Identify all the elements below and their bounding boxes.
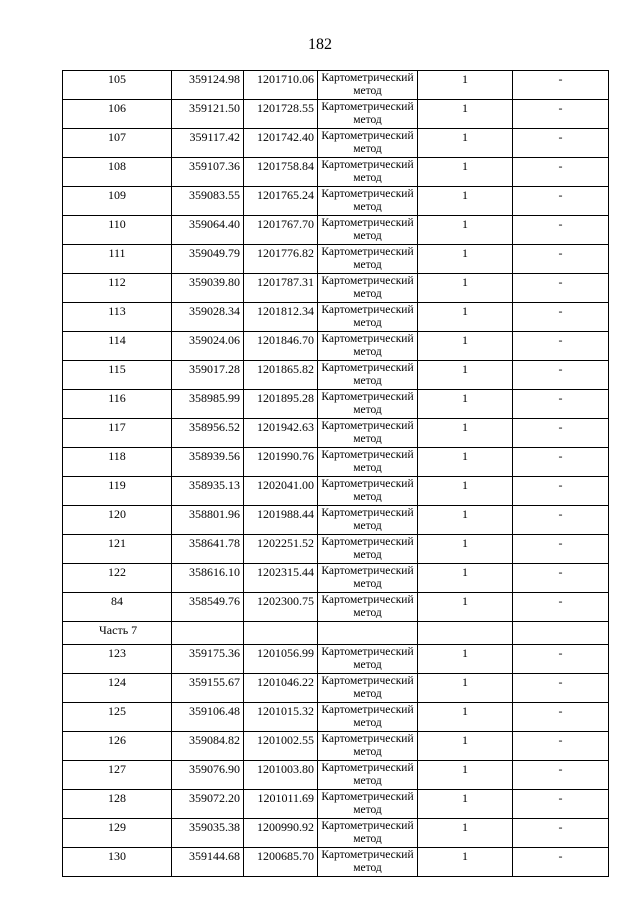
method-text: Картометрический метод [321, 333, 414, 357]
x-coordinate-cell: 358549.76 [172, 593, 244, 622]
table-row [63, 790, 609, 819]
method-cell [318, 274, 418, 303]
section-row [63, 622, 609, 645]
x-coordinate-cell: 359175.36 [172, 645, 244, 674]
method-cell [318, 564, 418, 593]
point-number-cell: 128 [63, 790, 172, 819]
table-row [63, 732, 609, 761]
point-number-cell: 116 [63, 390, 172, 419]
x-coordinate-cell: 359039.80 [172, 274, 244, 303]
note-cell: - [513, 100, 609, 129]
table-row [63, 703, 609, 732]
method-cell [318, 448, 418, 477]
accuracy-cell: 1 [418, 129, 513, 158]
x-coordinate-cell: 359155.67 [172, 674, 244, 703]
method-text: Картометрический метод [321, 217, 414, 241]
accuracy-cell: 1 [418, 71, 513, 100]
note-cell: - [513, 674, 609, 703]
y-coordinate-cell: 1201942.63 [244, 419, 318, 448]
table-row [63, 100, 609, 129]
y-coordinate-cell: 1201003.80 [244, 761, 318, 790]
method-text: Картометрический метод [321, 246, 414, 270]
table-row [63, 71, 609, 100]
point-number-cell: 110 [63, 216, 172, 245]
note-cell: - [513, 303, 609, 332]
method-text: Картометрический метод [321, 188, 414, 212]
x-coordinate-cell: 358935.13 [172, 477, 244, 506]
x-coordinate-cell: 359083.55 [172, 187, 244, 216]
point-number-cell: 115 [63, 361, 172, 390]
note-cell: - [513, 848, 609, 877]
accuracy-cell: 1 [418, 819, 513, 848]
point-number-cell: 113 [63, 303, 172, 332]
empty-cell [244, 622, 318, 645]
method-cell [318, 761, 418, 790]
x-coordinate-cell: 358939.56 [172, 448, 244, 477]
accuracy-cell: 1 [418, 303, 513, 332]
method-text: Картометрический метод [321, 72, 414, 96]
note-cell: - [513, 245, 609, 274]
x-coordinate-cell: 359072.20 [172, 790, 244, 819]
y-coordinate-cell: 1201895.28 [244, 390, 318, 419]
method-text: Картометрический метод [321, 849, 414, 873]
method-text: Картометрический метод [321, 478, 414, 502]
x-coordinate-cell: 358956.52 [172, 419, 244, 448]
table-row [63, 361, 609, 390]
note-cell: - [513, 361, 609, 390]
method-cell [318, 535, 418, 564]
note-cell: - [513, 419, 609, 448]
table-row [63, 674, 609, 703]
coordinates-table [62, 70, 609, 877]
table-row [63, 645, 609, 674]
note-cell: - [513, 187, 609, 216]
accuracy-cell: 1 [418, 332, 513, 361]
method-cell [318, 732, 418, 761]
empty-cell [513, 622, 609, 645]
accuracy-cell: 1 [418, 564, 513, 593]
accuracy-cell: 1 [418, 703, 513, 732]
y-coordinate-cell: 1202315.44 [244, 564, 318, 593]
x-coordinate-cell: 359084.82 [172, 732, 244, 761]
y-coordinate-cell: 1201710.06 [244, 71, 318, 100]
point-number-cell: 122 [63, 564, 172, 593]
empty-cell [418, 622, 513, 645]
method-cell [318, 593, 418, 622]
y-coordinate-cell: 1201776.82 [244, 245, 318, 274]
table-row [63, 245, 609, 274]
y-coordinate-cell: 1201056.99 [244, 645, 318, 674]
note-cell: - [513, 732, 609, 761]
method-cell [318, 390, 418, 419]
accuracy-cell: 1 [418, 732, 513, 761]
method-cell [318, 361, 418, 390]
table-row [63, 419, 609, 448]
accuracy-cell: 1 [418, 674, 513, 703]
note-cell: - [513, 564, 609, 593]
method-text: Картометрический метод [321, 733, 414, 757]
method-cell [318, 158, 418, 187]
method-text: Картометрический метод [321, 420, 414, 444]
accuracy-cell: 1 [418, 535, 513, 564]
note-cell: - [513, 819, 609, 848]
x-coordinate-cell: 359049.79 [172, 245, 244, 274]
x-coordinate-cell: 358801.96 [172, 506, 244, 535]
y-coordinate-cell: 1201002.55 [244, 732, 318, 761]
x-coordinate-cell: 359064.40 [172, 216, 244, 245]
point-number-cell: 125 [63, 703, 172, 732]
method-cell [318, 129, 418, 158]
x-coordinate-cell: 359076.90 [172, 761, 244, 790]
point-number-cell: 114 [63, 332, 172, 361]
x-coordinate-cell: 359024.06 [172, 332, 244, 361]
x-coordinate-cell: 359121.50 [172, 100, 244, 129]
table-row [63, 158, 609, 187]
method-text: Картометрический метод [321, 762, 414, 786]
note-cell: - [513, 593, 609, 622]
table-row [63, 506, 609, 535]
point-number-cell: 109 [63, 187, 172, 216]
x-coordinate-cell: 359106.48 [172, 703, 244, 732]
note-cell: - [513, 129, 609, 158]
method-text: Картометрический метод [321, 646, 414, 670]
accuracy-cell: 1 [418, 216, 513, 245]
method-text: Картометрический метод [321, 704, 414, 728]
note-cell: - [513, 761, 609, 790]
accuracy-cell: 1 [418, 187, 513, 216]
point-number-cell: 111 [63, 245, 172, 274]
method-text: Картометрический метод [321, 675, 414, 699]
page-number: 182 [308, 36, 332, 53]
accuracy-cell: 1 [418, 645, 513, 674]
section-label: Часть 7 [63, 622, 172, 645]
y-coordinate-cell: 1201990.76 [244, 448, 318, 477]
y-coordinate-cell: 1201046.22 [244, 674, 318, 703]
point-number-cell: 106 [63, 100, 172, 129]
table-row [63, 332, 609, 361]
point-number-cell: 118 [63, 448, 172, 477]
accuracy-cell: 1 [418, 158, 513, 187]
table-row [63, 848, 609, 877]
x-coordinate-cell: 359124.98 [172, 71, 244, 100]
method-cell [318, 303, 418, 332]
method-text: Картометрический метод [321, 159, 414, 183]
accuracy-cell: 1 [418, 761, 513, 790]
table-row [63, 390, 609, 419]
method-cell [318, 71, 418, 100]
x-coordinate-cell: 358985.99 [172, 390, 244, 419]
table-row [63, 564, 609, 593]
y-coordinate-cell: 1201742.40 [244, 129, 318, 158]
note-cell: - [513, 703, 609, 732]
method-cell [318, 419, 418, 448]
table-row [63, 477, 609, 506]
y-coordinate-cell: 1200685.70 [244, 848, 318, 877]
point-number-cell: 119 [63, 477, 172, 506]
x-coordinate-cell: 359017.28 [172, 361, 244, 390]
point-number-cell: 129 [63, 819, 172, 848]
note-cell: - [513, 477, 609, 506]
point-number-cell: 121 [63, 535, 172, 564]
point-number-cell: 112 [63, 274, 172, 303]
note-cell: - [513, 71, 609, 100]
method-text: Картометрический метод [321, 536, 414, 560]
note-cell: - [513, 448, 609, 477]
table-section [63, 622, 609, 645]
accuracy-cell: 1 [418, 506, 513, 535]
x-coordinate-cell: 358616.10 [172, 564, 244, 593]
accuracy-cell: 1 [418, 790, 513, 819]
method-text: Картометрический метод [321, 304, 414, 328]
accuracy-cell: 1 [418, 390, 513, 419]
method-cell [318, 819, 418, 848]
method-text: Картометрический метод [321, 594, 414, 618]
y-coordinate-cell: 1200990.92 [244, 819, 318, 848]
note-cell: - [513, 390, 609, 419]
y-coordinate-cell: 1202300.75 [244, 593, 318, 622]
point-number-cell: 120 [63, 506, 172, 535]
x-coordinate-cell: 359144.68 [172, 848, 244, 877]
point-number-cell: 84 [63, 593, 172, 622]
method-cell [318, 216, 418, 245]
accuracy-cell: 1 [418, 848, 513, 877]
method-cell [318, 645, 418, 674]
point-number-cell: 127 [63, 761, 172, 790]
method-text: Картометрический метод [321, 507, 414, 531]
accuracy-cell: 1 [418, 477, 513, 506]
note-cell: - [513, 216, 609, 245]
accuracy-cell: 1 [418, 593, 513, 622]
y-coordinate-cell: 1202041.00 [244, 477, 318, 506]
table-row [63, 216, 609, 245]
method-text: Картометрический метод [321, 449, 414, 473]
method-text: Картометрический метод [321, 391, 414, 415]
method-cell [318, 332, 418, 361]
note-cell: - [513, 274, 609, 303]
method-text: Картометрический метод [321, 820, 414, 844]
accuracy-cell: 1 [418, 448, 513, 477]
method-cell [318, 187, 418, 216]
note-cell: - [513, 506, 609, 535]
x-coordinate-cell: 358641.78 [172, 535, 244, 564]
x-coordinate-cell: 359117.42 [172, 129, 244, 158]
point-number-cell: 107 [63, 129, 172, 158]
table-row [63, 535, 609, 564]
point-number-cell: 123 [63, 645, 172, 674]
method-cell [318, 245, 418, 274]
y-coordinate-cell: 1201787.31 [244, 274, 318, 303]
point-number-cell: 126 [63, 732, 172, 761]
note-cell: - [513, 332, 609, 361]
y-coordinate-cell: 1201865.82 [244, 361, 318, 390]
method-text: Картометрический метод [321, 362, 414, 386]
empty-cell [318, 622, 418, 645]
x-coordinate-cell: 359035.38 [172, 819, 244, 848]
y-coordinate-cell: 1201728.55 [244, 100, 318, 129]
y-coordinate-cell: 1202251.52 [244, 535, 318, 564]
table-row [63, 274, 609, 303]
point-number-cell: 105 [63, 71, 172, 100]
method-cell [318, 703, 418, 732]
method-cell [318, 477, 418, 506]
y-coordinate-cell: 1201758.84 [244, 158, 318, 187]
method-text: Картометрический метод [321, 565, 414, 589]
table-row [63, 819, 609, 848]
point-number-cell: 130 [63, 848, 172, 877]
method-cell [318, 848, 418, 877]
method-cell [318, 674, 418, 703]
method-cell [318, 100, 418, 129]
table-row [63, 593, 609, 622]
note-cell: - [513, 535, 609, 564]
y-coordinate-cell: 1201015.32 [244, 703, 318, 732]
x-coordinate-cell: 359028.34 [172, 303, 244, 332]
empty-cell [172, 622, 244, 645]
method-text: Картометрический метод [321, 275, 414, 299]
table-row [63, 761, 609, 790]
table-row [63, 303, 609, 332]
accuracy-cell: 1 [418, 274, 513, 303]
accuracy-cell: 1 [418, 361, 513, 390]
accuracy-cell: 1 [418, 419, 513, 448]
table-body-part-7 [63, 645, 609, 877]
y-coordinate-cell: 1201765.24 [244, 187, 318, 216]
point-number-cell: 117 [63, 419, 172, 448]
point-number-cell: 124 [63, 674, 172, 703]
accuracy-cell: 1 [418, 245, 513, 274]
y-coordinate-cell: 1201011.69 [244, 790, 318, 819]
y-coordinate-cell: 1201846.70 [244, 332, 318, 361]
point-number-cell: 108 [63, 158, 172, 187]
y-coordinate-cell: 1201988.44 [244, 506, 318, 535]
y-coordinate-cell: 1201767.70 [244, 216, 318, 245]
note-cell: - [513, 158, 609, 187]
table-row [63, 129, 609, 158]
method-text: Картометрический метод [321, 101, 414, 125]
y-coordinate-cell: 1201812.34 [244, 303, 318, 332]
note-cell: - [513, 790, 609, 819]
table-row [63, 187, 609, 216]
method-text: Картометрический метод [321, 791, 414, 815]
table-row [63, 448, 609, 477]
table-body-part-before [63, 71, 609, 622]
x-coordinate-cell: 359107.36 [172, 158, 244, 187]
method-text: Картометрический метод [321, 130, 414, 154]
method-cell [318, 506, 418, 535]
method-cell [318, 790, 418, 819]
note-cell: - [513, 645, 609, 674]
accuracy-cell: 1 [418, 100, 513, 129]
